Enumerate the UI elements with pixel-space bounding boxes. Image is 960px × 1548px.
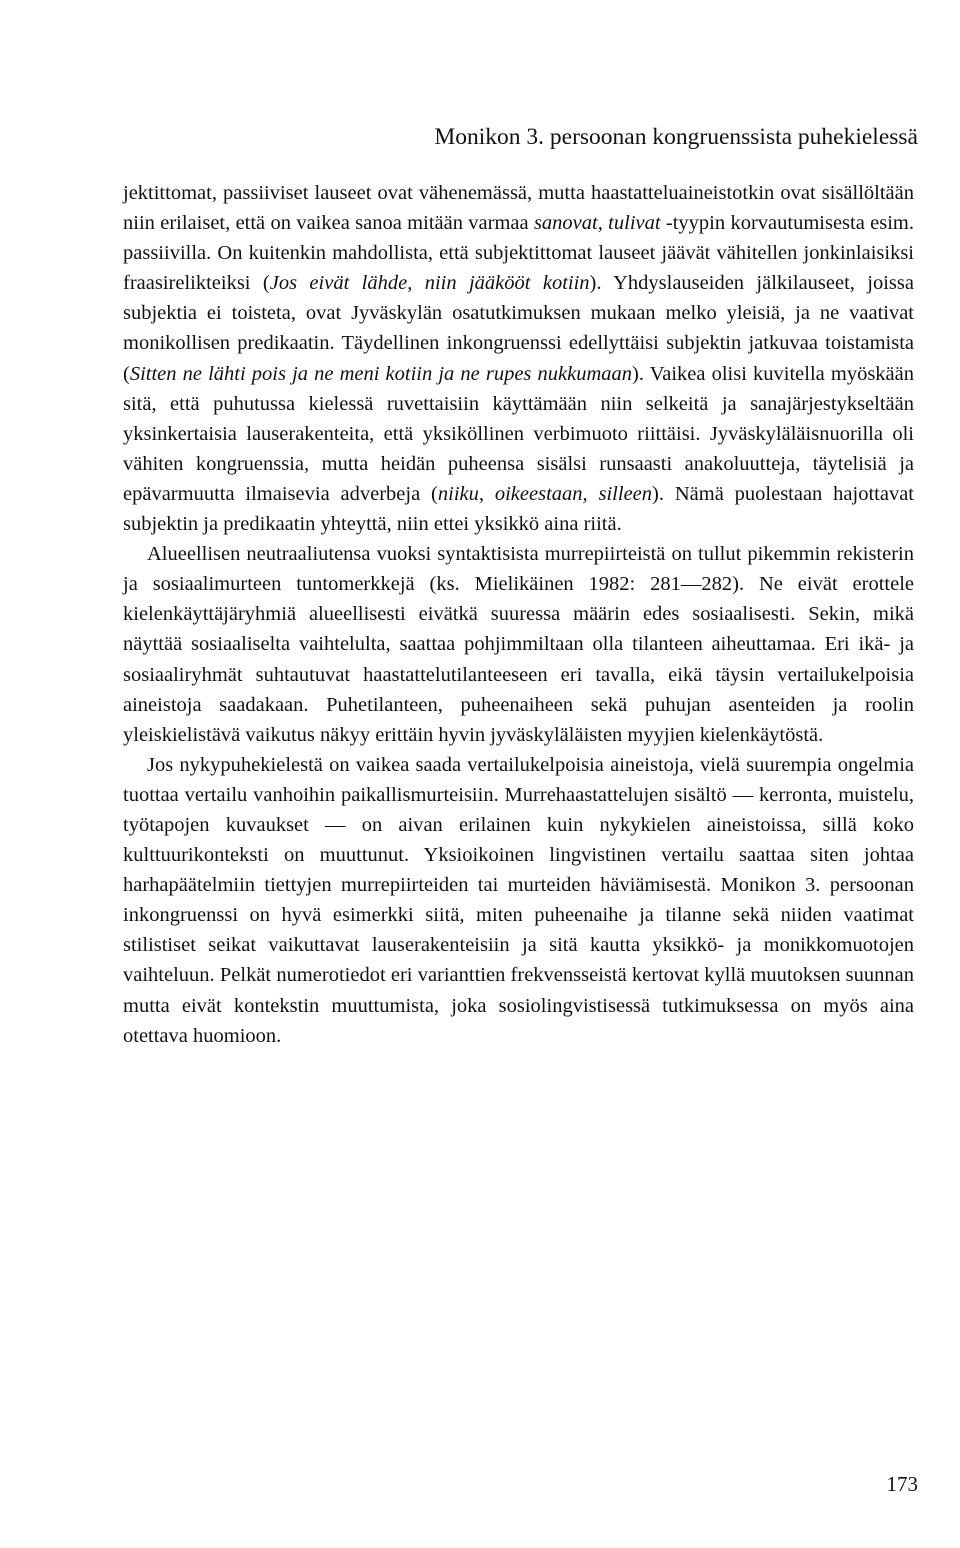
- italic-example-text: Sitten ne lähti pois ja ne meni kotiin ja ne rupes nukkumaan: [129, 362, 633, 385]
- italic-example-text: niiku, oikeestaan, silleen: [437, 482, 653, 505]
- paragraph-text: ). Yhdyslauseiden jälkilauseet, joissa subjektia ei toisteta, ovat Jyväskylän osatutkimuksen mukaan melko yleisiä, ja ne vaativat monikollisen predikaatin. Täydellinen inkongruenssi edellyttäisi subjektin jatkuvaa toistamista (: [123, 272, 914, 385]
- paragraph-text: Jos nykypuhekielestä on vaikea saada vertailukelpoisia aineistoja, vielä suurempia ongelmia tuottaa vertailu vanhoihin paikallismurteisiin. Murrehaastattelujen sisältö — kerronta, muistelu, työtapojen kuvaukset — on aivan erilainen kuin nykykielen aineistoissa, sillä koko kulttuurikonteksti on muuttunut. Yksioikoinen lingvistinen vertailu saattaa siten johtaa harhapäätelmiin tiettyjen murrepiirteiden tai murteiden häviämisestä. Monikon 3. persoonan inkongruenssi on hyvä esimerkki siitä, miten puheenaihe ja tilanne sekä niiden vaatimat stilistiset seikat vaikuttavat lauserakenteisiin ja sitä kautta yksikkö- ja monikkomuotojen vaihteluun. Pelkät numerotiedot eri varianttien frekvensseistä kertovat kyllä muutoksen suunnan mutta eivät kontekstin muuttumista, joka sosiolingvistisessä tutkimuksessa on myös aina otettava huomioon.: [123, 753, 914, 1047]
- body-text: [123, 178, 914, 1051]
- paragraph-text: jektittomat, passiiviset lauseet ovat vähenemässä, mutta haastatteluaineistotkin ovat sisällöltään niin erilaiset, että on vaikea sanoa mitään varmaa: [123, 182, 914, 235]
- paragraph: [123, 178, 914, 539]
- italic-example-text: Jos eivät lähde, niin jääkööt kotiin: [269, 272, 590, 295]
- page-number: 173: [886, 1472, 918, 1496]
- paragraph-text: ). Vaikea olisi kuvitella myöskään sitä, että puhutussa kielessä ruvettaisiin käyttämään niin selkeitä ja sanajärjestykseltään yksinkertaisia lauserakenteita, että yksiköllinen verbimuoto riittäisi. Jyväskyläläisnuorilla oli vähiten kongruenssia, mutta heidän puheensa sisälsi runsaasti anakoluutteja, täytelisiä ja epävarmuutta ilmaisevia adverbeja (: [123, 362, 914, 505]
- running-head: Monikon 3. persoonan kongruenssista puhekielessä: [434, 124, 918, 150]
- paragraph: [123, 750, 914, 1051]
- paragraph-text: ). Nämä puolestaan hajottavat subjektin ja predikaatin yhteyttä, niin ettei yksikkö aina riitä.: [123, 482, 914, 536]
- paragraph-text: -tyypin korvautumisesta esim. passiivilla. On kuitenkin mahdollista, että subjektittomat lauseet jäävät vähitellen jonkinlaisiksi fraasirelikteiksi (: [123, 212, 915, 295]
- paragraph-text: Alueellisen neutraaliutensa vuoksi syntaktisista murrepiirteistä on tullut pikemmin rekisterin ja sosiaalimurteen tuntomerkkejä (ks. Mielikäinen 1982: 281—282). Ne eivät erottele kielenkäyttäjäryhmiä alueellisesti eivätkä suuressa määrin edes sosiaalisesti. Sekin, mikä näyttää sosiaaliselta vaihtelulta, saattaa pohjimmiltaan olla tilanteen aiheuttamaa. Eri ikä- ja sosiaaliryhmät suhtautuvat haastattelutilanteeseen eri tavalla, eikä täysin vertailukelpoisia aineistoja saadakaan. Puhetilanteen, puheenaiheen sekä puhujan asenteiden ja roolin yleiskielistävä vaikutus näkyy erittäin hyvin jyväskyläläisten myyjien kielenkäytöstä.: [123, 543, 914, 746]
- italic-example-text: sanovat, tulivat: [533, 212, 661, 235]
- paragraph: [123, 539, 914, 750]
